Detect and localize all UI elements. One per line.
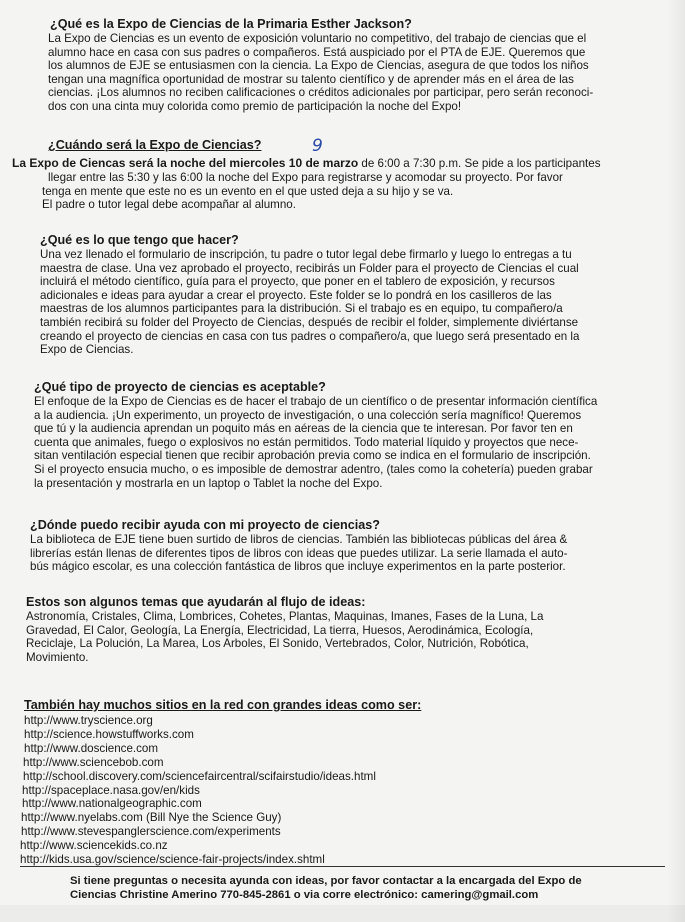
- topics-heading: Estos son algunos temas que ayudarán al flujo de ideas:: [26, 595, 366, 609]
- todo-section: [40, 233, 655, 357]
- website-link[interactable]: http://www.doscience.com: [24, 741, 159, 755]
- intro-line: los alumnos de EJE se entusiasmen con la ciencia. La Expo de Ciencias, asegura de que todos los niños: [48, 59, 589, 73]
- contact-footer: [70, 875, 650, 902]
- todo-line: adicionales e ideas para ayudar a crear el proyecto. Este folder se lo pondrá en los casilleros de las: [40, 288, 552, 302]
- intro-section: [48, 17, 663, 114]
- todo-line: también recibirá su folder del Proyecto de Ciencias, después de recibir el folder, simplemente diviértanse: [40, 315, 579, 329]
- topics-line: Astronomía, Cristales, Clima, Lombrices, Cohetes, Plantas, Maquinas, Imanes, Fases de la Luna, La: [26, 610, 544, 623]
- help-line: librerías están llenas de diferentes tipos de libros con ideas que puedes utilizar. La serie llamada el auto-: [30, 546, 568, 560]
- type-line: Si el proyecto ensucia mucho, o es imposible de demostrar adentro, (tales como la cohetería) pueden grabar: [34, 462, 593, 476]
- page-bottom-edge: [0, 905, 685, 922]
- type-line: a la audiencia. ¡Un experimento, un proyecto de investigación, o una colección sería magnífico! Queremos: [34, 408, 582, 422]
- contact-line: Ciencias Christine Amerino 770-845-2861 o via corre electrónico: camering@gmail.com: [70, 888, 539, 901]
- help-line: La biblioteca de EJE tiene buen surtido de libros de ciencias. También las bibliotecas públicas del área &: [30, 533, 568, 546]
- intro-line: tengan una magnífica oportunidad de mostrar su talento científico y de aprender más en el área de las: [48, 72, 574, 86]
- websites-heading: También hay muchos sitios en la red con grandes ideas como ser:: [24, 698, 422, 712]
- website-link[interactable]: http://spaceplace.nasa.gov/en/kids: [22, 783, 200, 797]
- event-date-bold: La Expo de Ciencas será la noche del miercoles 10 de marzo: [12, 156, 359, 170]
- help-heading: ¿Dónde puedo recibir ayuda con mi proyecto de ciencias?: [30, 518, 380, 532]
- page-edge-shadow: [667, 0, 685, 922]
- intro-heading: ¿Qué es la Expo de Ciencias de la Primaria Esther Jackson?: [50, 17, 412, 31]
- website-link[interactable]: http://science.howstuffworks.com: [24, 727, 194, 741]
- type-line: la presentación y mostrarla en un laptop o Tablet la noche del Expo.: [34, 476, 383, 490]
- intro-line: ciencias. ¡Los alumnos no reciben calificaciones o créditos adicionales por participar, pero serán reconoci-: [48, 86, 594, 100]
- type-line: cuenta que animales, fuego o explosivos no están permitidos. Todo material líquido y proyectos que nece-: [34, 435, 579, 449]
- topics-line: Gravedad, El Calor, Geología, La Energía, Electricidad, La tierra, Huesos, Aerodinámica, Ecología,: [26, 623, 534, 637]
- website-link[interactable]: http://www.nationalgeographic.com: [22, 797, 202, 811]
- topics-section: [26, 595, 666, 664]
- todo-line: Expo de Ciencias.: [40, 343, 134, 357]
- website-link[interactable]: http://www.tryscience.org: [24, 714, 153, 727]
- todo-line: maestra de clase. Una vez aprobado el proyecto, recibirás un Folder para el proyecto de Ciencias el cual: [40, 261, 579, 275]
- when-line: tenga en mente que este no es un evento en el que usted deja a su hijo y se va.: [42, 184, 454, 198]
- website-link[interactable]: http://www.stevespanglerscience.com/experiments: [21, 825, 281, 839]
- type-section: [34, 380, 674, 490]
- website-link[interactable]: http://www.sciencekids.co.nz: [20, 839, 168, 853]
- type-line: sitan ventilación especial tienen que recibir aprobación previa como se indica en el formulario de inscripción.: [34, 449, 591, 463]
- type-heading: ¿Qué tipo de proyecto de ciencias es aceptable?: [34, 380, 326, 394]
- type-line: que tú y la audiencia aprendan un poquito más en aéreas de la ciencia que te interesan. Por favor ten en: [34, 422, 573, 436]
- topics-line: Movimiento.: [26, 650, 89, 664]
- footer-divider: [20, 866, 665, 867]
- topics-line: Reciclaje, La Polución, La Marea, Los Arboles, El Sonido, Vertebrados, Color, Nutrición, Robótica,: [26, 637, 529, 651]
- intro-line: dos con una cinta muy colorida como premio de participación la noche del Expo!: [48, 99, 462, 113]
- when-section: [48, 138, 663, 153]
- when-line: El padre o tutor legal debe acompañar al alumno.: [42, 198, 296, 212]
- todo-line: maestras de los alumnos participantes para la distribución. Si el trabajo es en equipo, tu compañero/a: [40, 302, 563, 316]
- todo-heading: ¿Qué es lo que tengo que hacer?: [40, 233, 239, 247]
- when-heading: ¿Cuándo será la Expo de Ciencias?: [48, 138, 262, 152]
- website-link[interactable]: http://kids.usa.gov/science/science-fair-projects/index.shtml: [20, 853, 325, 867]
- website-link[interactable]: http://www.nyelabs.com (Bill Nye the Science Guy): [21, 811, 282, 825]
- help-section: [30, 518, 670, 574]
- websites-section: [20, 698, 660, 867]
- contact-line: Si tiene preguntas o necesita ayunda con ideas, por favor contactar a la encargada del Expo de: [70, 875, 582, 887]
- help-line: bús mágico escolar, es una colección fantástica de libros que incluye experimentos en la parte posterior.: [30, 560, 566, 574]
- handwritten-date-correction: 9: [312, 136, 323, 156]
- event-date-line: [12, 157, 672, 171]
- intro-line: alumno hace en casa con sus padres o compañeros. Está auspiciado por el PTA de EJE. Queremos que: [48, 45, 586, 59]
- todo-line: creando el proyecto de ciencias en casa con tus padres o compañero/a, que luego será presentado en la: [40, 329, 580, 343]
- todo-line: incluirá el método científico, guía para el proyecto, que poner en el tablero de exposición, y recursos: [40, 275, 555, 289]
- when-details: [42, 171, 663, 212]
- when-line: llegar entre las 5:30 y las 6:00 la noche del Expo para registrarse y acomodar su proyecto. Por favor: [48, 171, 563, 184]
- todo-line: Una vez llenado el formulario de inscripción, tu padre o tutor legal debe firmarlo y luego lo entregas a tu: [40, 248, 572, 261]
- website-link[interactable]: http://school.discovery.com/sciencefaircentral/scifairstudio/ideas.html: [23, 769, 376, 783]
- type-line: El enfoque de la Expo de Ciencias es de hacer el trabajo de un científico o de presentar información científica: [34, 395, 598, 408]
- intro-line: La Expo de Ciencias es un evento de exposición voluntario no competitivo, del trabajo de ciencias que el: [48, 32, 587, 45]
- event-date-rest: de 6:00 a 7:30 p.m. Se pide a los participantes: [358, 157, 601, 170]
- website-link[interactable]: http://www.sciencebob.com: [23, 755, 164, 769]
